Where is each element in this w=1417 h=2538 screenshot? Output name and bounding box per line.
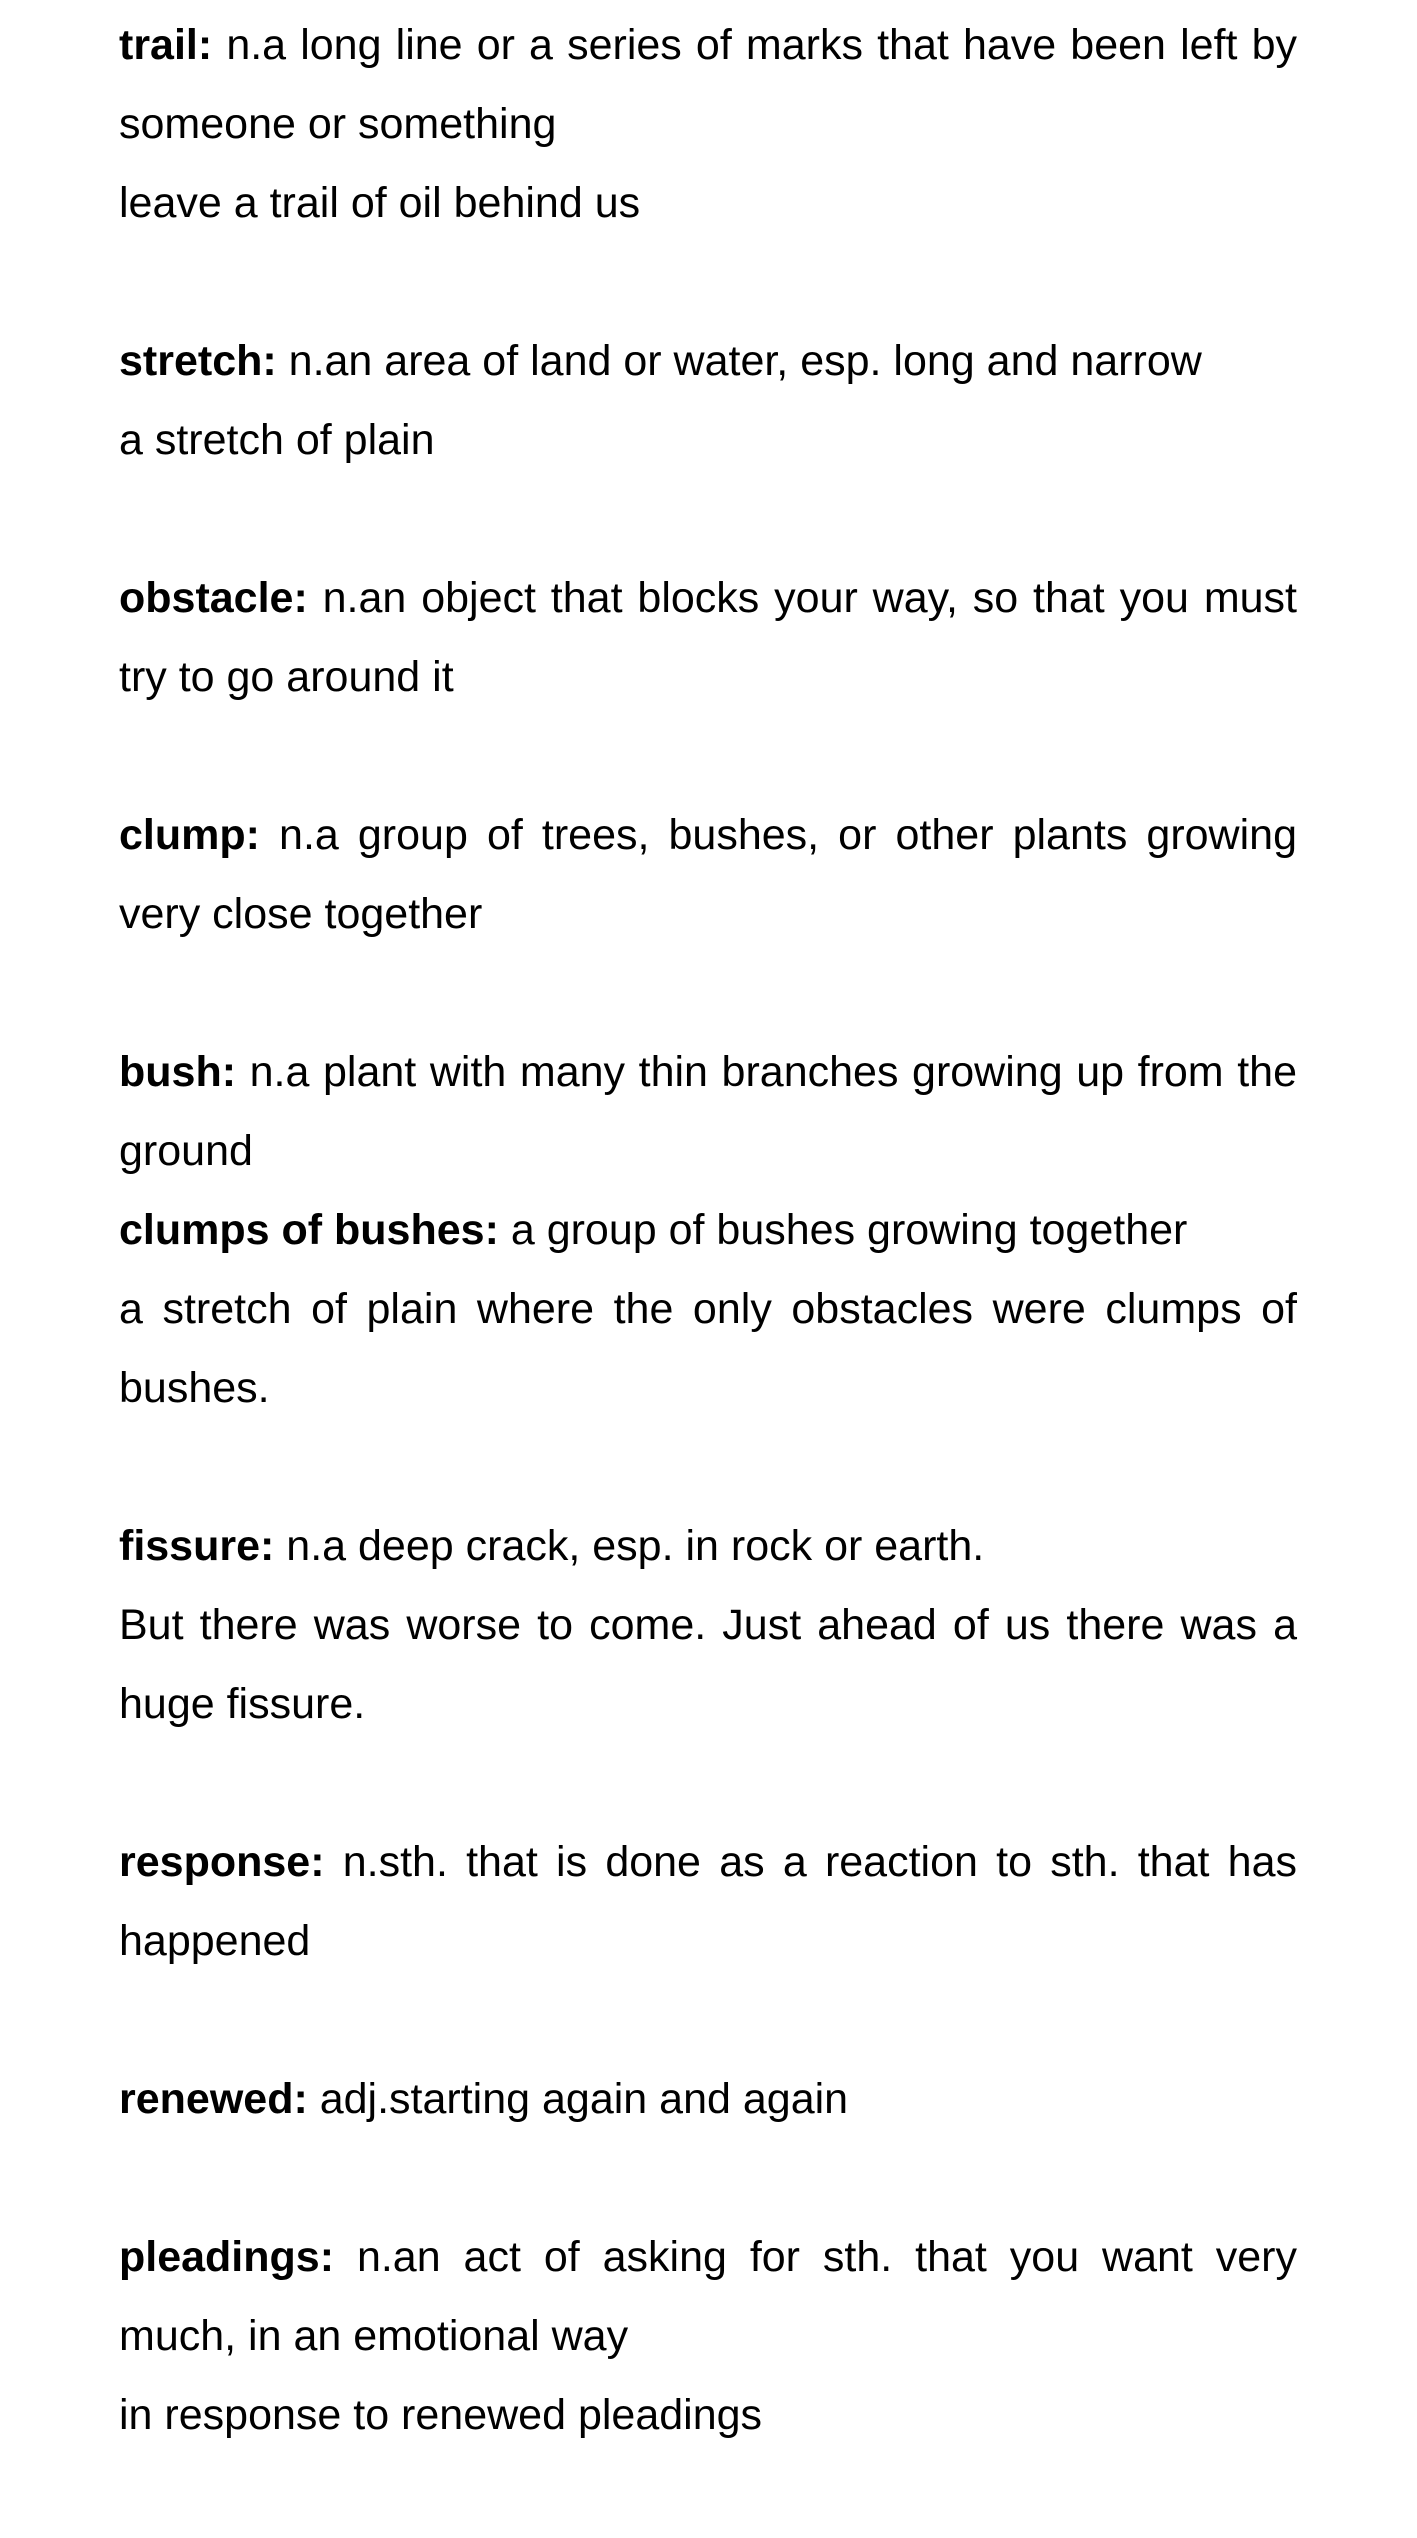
vocabulary-document	[119, 6, 1297, 2534]
vocabulary-entry	[119, 2218, 1297, 2455]
vocabulary-entry	[119, 1507, 1297, 1744]
term: clump:	[119, 811, 260, 859]
line-text: n.a group of trees, bushes, or other plants growing very close together	[119, 811, 1297, 938]
definition-line	[119, 2218, 1297, 2376]
vocabulary-entry	[119, 1033, 1297, 1428]
line-text: adj.starting again and again	[307, 2075, 849, 2123]
definition-line	[119, 796, 1297, 954]
term: renewed:	[119, 2075, 308, 2123]
line-text: n.sth. that is done as a reaction to sth. that has happened	[119, 1838, 1297, 1965]
definition-line	[119, 2060, 1297, 2139]
term: bush:	[119, 1048, 237, 1096]
term: stretch:	[119, 337, 277, 385]
definition-line	[119, 559, 1297, 717]
vocabulary-entry	[119, 796, 1297, 954]
definition-line	[119, 1033, 1297, 1191]
line-text: a stretch of plain where the only obstacles were clumps of bushes.	[119, 1285, 1297, 1412]
line-text: n.a deep crack, esp. in rock or earth.	[274, 1522, 985, 1570]
term: response:	[119, 1838, 325, 1886]
vocabulary-entry	[119, 559, 1297, 717]
definition-line	[119, 1191, 1297, 1270]
line-text: a group of bushes growing together	[498, 1206, 1188, 1254]
example-sentence	[119, 401, 1297, 480]
term: fissure:	[119, 1522, 275, 1570]
vocabulary-entry	[119, 2060, 1297, 2139]
line-text: a stretch of plain	[119, 416, 435, 464]
example-sentence	[119, 2376, 1297, 2455]
definition-line	[119, 322, 1297, 401]
term: trail:	[119, 21, 213, 69]
example-sentence	[119, 1586, 1297, 1744]
definition-line	[119, 1507, 1297, 1586]
line-text: n.a long line or a series of marks that have been left by someone or something	[119, 21, 1297, 148]
definition-line	[119, 1823, 1297, 1981]
line-text: in response to renewed pleadings	[119, 2391, 763, 2439]
example-sentence	[119, 1270, 1297, 1428]
vocabulary-entry	[119, 322, 1297, 480]
line-text: But there was worse to come. Just ahead of us there was a huge fissure.	[119, 1601, 1297, 1728]
example-sentence	[119, 164, 1297, 243]
vocabulary-entry	[119, 1823, 1297, 1981]
definition-line	[119, 6, 1297, 164]
vocabulary-entry	[119, 6, 1297, 243]
line-text: n.an object that blocks your way, so that you must try to go around it	[119, 574, 1297, 701]
term: obstacle:	[119, 574, 308, 622]
term: pleadings:	[119, 2233, 335, 2281]
term: clumps of bushes:	[119, 1206, 499, 1254]
line-text: n.a plant with many thin branches growing up from the ground	[119, 1048, 1297, 1175]
line-text: n.an area of land or water, esp. long and narrow	[276, 337, 1202, 385]
line-text: leave a trail of oil behind us	[119, 179, 641, 227]
line-text: n.an act of asking for sth. that you want very much, in an emotional way	[119, 2233, 1297, 2360]
